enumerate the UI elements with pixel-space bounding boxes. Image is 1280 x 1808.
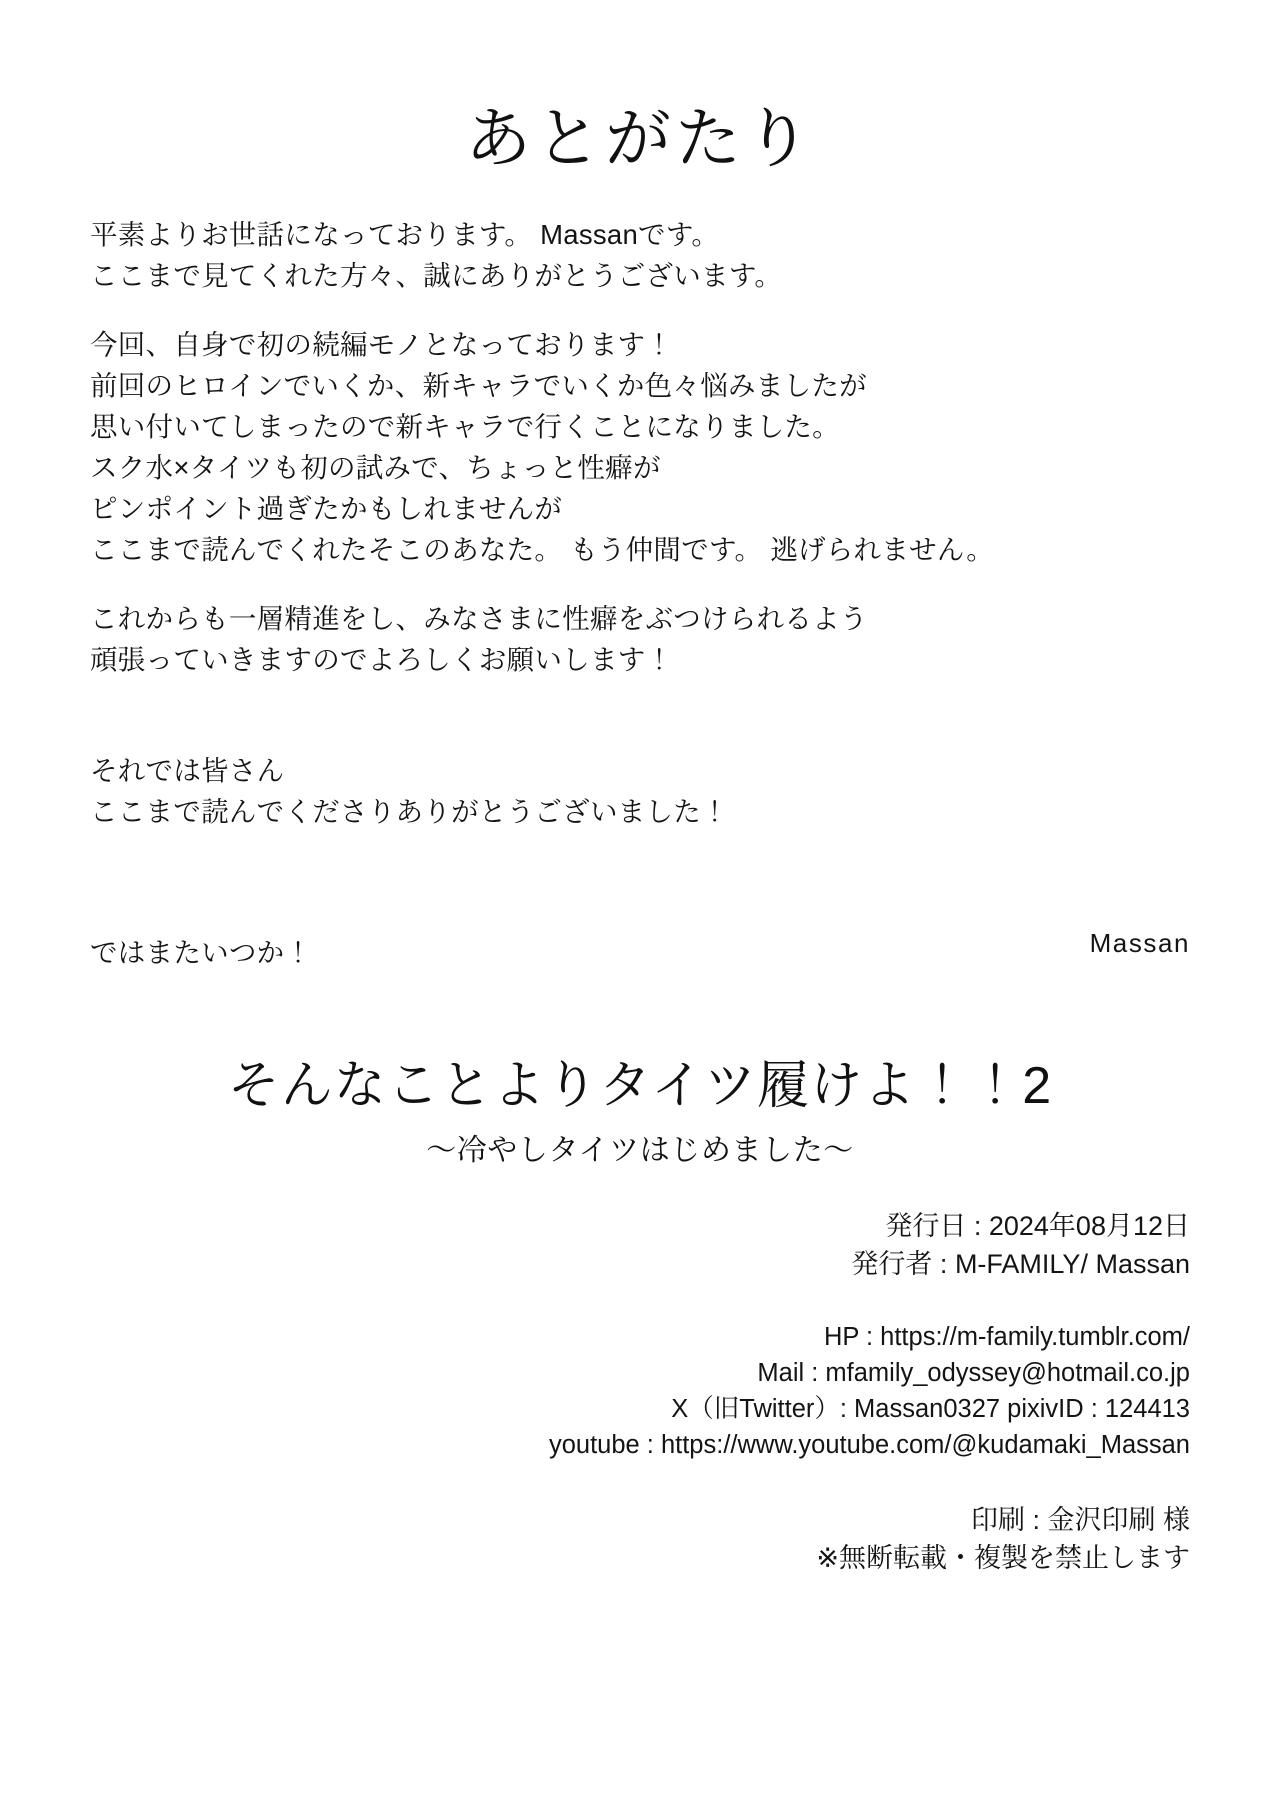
publication-date-value: 2024年08月12日 [988,1211,1190,1242]
publication-date-label: 発行日 : [885,1211,982,1242]
contact-mail[interactable]: Mail : mfamily_odyssey@hotmail.co.jp [757,1359,1190,1388]
publication-info [0,1207,1280,1283]
publication-date-row [0,1207,1190,1245]
colophon [0,1056,1280,1577]
text-line: ピンポイント過ぎたかもしれませんが [90,493,563,524]
work-subtitle: 〜冷やしタイツはじめました〜 [426,1134,854,1168]
work-title: そんなことよりタイツ履けよ！！2 [227,1057,1053,1115]
printer-row [0,1501,1190,1539]
page-title: あとがたり [465,101,815,176]
text-line: 頑張っていきますのでよろしくお願いします！ [90,644,674,675]
text-line: 思い付いてしまったので新キャラで行くことになりました。 [90,411,840,442]
publisher-label: 発行者 : [851,1249,948,1280]
text-line: ここまで読んでくれたそこのあなた。 もう仲間です。 逃げられません。 [90,534,995,565]
paragraph-2 [90,324,1110,570]
text-line: 今回、自身で初の続編モノとなっております！ [90,329,673,360]
text-line: ではまたいつか！ [90,937,313,968]
text-line: ここまで読んでくださりありがとうございました！ [90,796,729,827]
author-signature: Massan [1089,928,1190,958]
contact-info [0,1319,1280,1463]
paragraph-3 [90,598,1110,680]
publisher-row [0,1245,1190,1283]
contact-twitter-pixiv[interactable]: X（旧Twitter）: Massan0327 pixivID : 124413 [671,1395,1190,1424]
contact-hp[interactable]: HP : https://m-family.tumblr.com/ [823,1323,1190,1352]
text-line: これからも一層精進をし、みなさまに性癖をぶつけられるよう [90,603,868,634]
afterword-body [90,214,1110,973]
copyright-notice: ※無断転載・複製を禁止します [816,1543,1190,1574]
text-line: 前回のヒロインでいくか、新キャラでいくか色々悩みましたが [90,370,867,401]
text-line: ここまで見てくれた方々、誠にありがとうございます。 [90,260,783,291]
print-info [0,1501,1280,1577]
paragraph-4 [90,750,1110,832]
text-line: 平素よりお世話になっております。 Massanです。 [90,219,720,250]
publisher-value: M-FAMILY/ Massan [954,1249,1190,1280]
contact-youtube[interactable]: youtube : https://www.youtube.com/@kudamaki_Massan [548,1431,1190,1460]
paragraph-1 [90,214,1110,296]
printer-label: 印刷 : [970,1505,1040,1536]
paragraph-5 [90,932,1110,973]
text-line: それでは皆さん [90,755,285,786]
printer-value: 金沢印刷 様 [1047,1505,1190,1536]
text-line: スク水×タイツも初の試みで、ちょっと性癖が [90,452,661,483]
